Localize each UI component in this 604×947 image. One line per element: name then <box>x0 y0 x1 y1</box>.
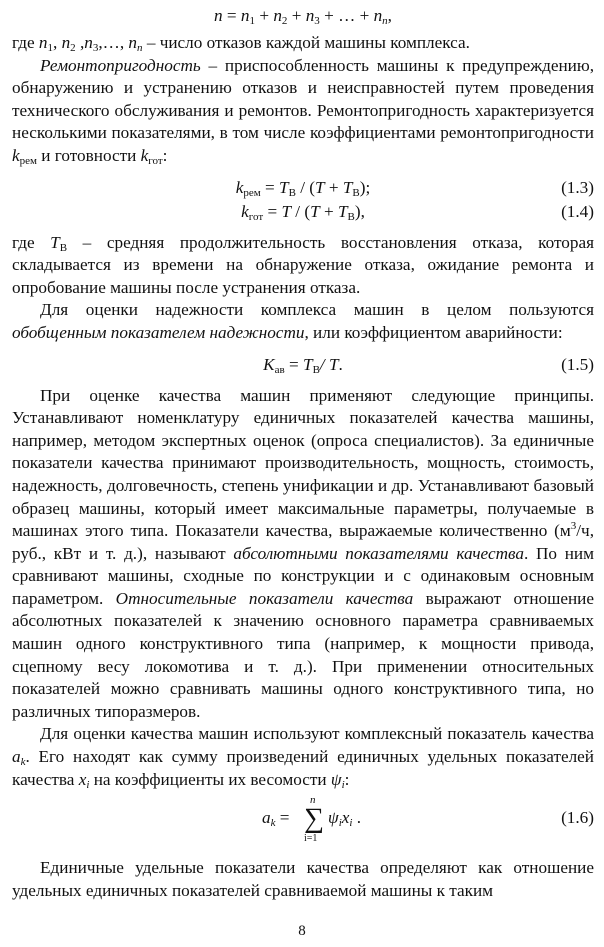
equation-1-5: $K_{ав} = T_В/$ T. (1.5) <box>263 354 594 376</box>
equation-1-3: $k_{рем} = T_В / (T + T_В)$; (1.3) <box>235 177 594 199</box>
summation-sign: ∑ <box>304 803 324 835</box>
sum-upper-limit: n <box>310 794 316 807</box>
equation-number: (1.4) <box>561 201 594 221</box>
paragraph-recovery-time: где $T_В$ – средняя продолжительность восстановления отказа, которая складывается из времени на обнаружение отказа, ожидание ремонта и опробование машины после устранения отказа. <box>12 232 594 297</box>
paragraph-failures-definition: где $n_1$, $n_2$ $,n_3,\dots$, $n_n$ – число отказов каждой машины комплекса. <box>12 33 470 54</box>
paragraph-unit-indicators: Единичные удельные показатели качества определяют как отношение удельных единичных показателей сравниваемой машины к таким <box>12 858 594 900</box>
paragraph-quality-principles: При оценке качества машин применяют следующие принципы. Устанавливают номенклатуру единичных показателей качества машины, например, методом экспертных оценок (опроса специалистов). За единичные показатели качества принимают производительность, мощность, стоимость, надежность, долговечность, степень унификации и др. Устанавливают базовый образец машины, который имеет максимальные параметры, получаемые в машинах этого типа. Показатели качества, выражаемые количественно ($м^3/ч$, руб., кВт и т. д.), называют абсолютными показателями качества. По ним сравнивают машины, сходные по конструкции и с одинаковым основным параметром. Относительные показатели качества выражают отношение абсолютных показателей к значению основного параметра сравниваемых машин одного конструктивного типа (например, к мощности привода, сцепному весу локомотива и т. д.). При применении относительных показателей можно сравнивать машины одного конструктивного типа, но различных типоразмеров. <box>12 385 595 721</box>
paragraph-complex-indicator: Для оценки качества машин используют комплексный показатель качества $a_k$. Его находят как сумму произведений единичных удельных показателей качества $x_i$ на коэффициенты их весомости $\psi_i$: <box>12 724 594 791</box>
equation-number: (1.3) <box>561 177 594 197</box>
page-content <box>12 4 594 902</box>
equation-total-failures: $n = n_1 + n_2 + n_3$ + … + $n_n$, <box>214 6 392 27</box>
equation-number: (1.6) <box>561 808 594 828</box>
paragraph-maintainability: Ремонтопригодность – приспособленность машины к предупреждению, обнаружению и устранению отказов и неисправностей путем проведения технического обслуживания и ремонтов. Ремонтопригодность характеризуется несколькими показателями, в том числе коэффициентами ремонтопригодности $k_{рем}$ и готовности $k_{гот}$: <box>12 55 594 167</box>
sum-lower-limit: i=1 <box>304 833 318 845</box>
equation-1-6: $a_k$ = n ∑ i=1 $\psi_ix_i$ . (1.6) <box>262 794 594 845</box>
equation-1-4: $k_{гот} = T / (T + T_В)$, (1.4) <box>241 201 594 223</box>
equation-number: (1.5) <box>561 354 594 374</box>
paragraph-generalized-reliability: Для оценки надежности комплекса машин в целом пользуются обобщенным показателем надежности, или коэффициентом аварийности: <box>12 300 594 342</box>
page-number: 8 <box>298 923 306 939</box>
